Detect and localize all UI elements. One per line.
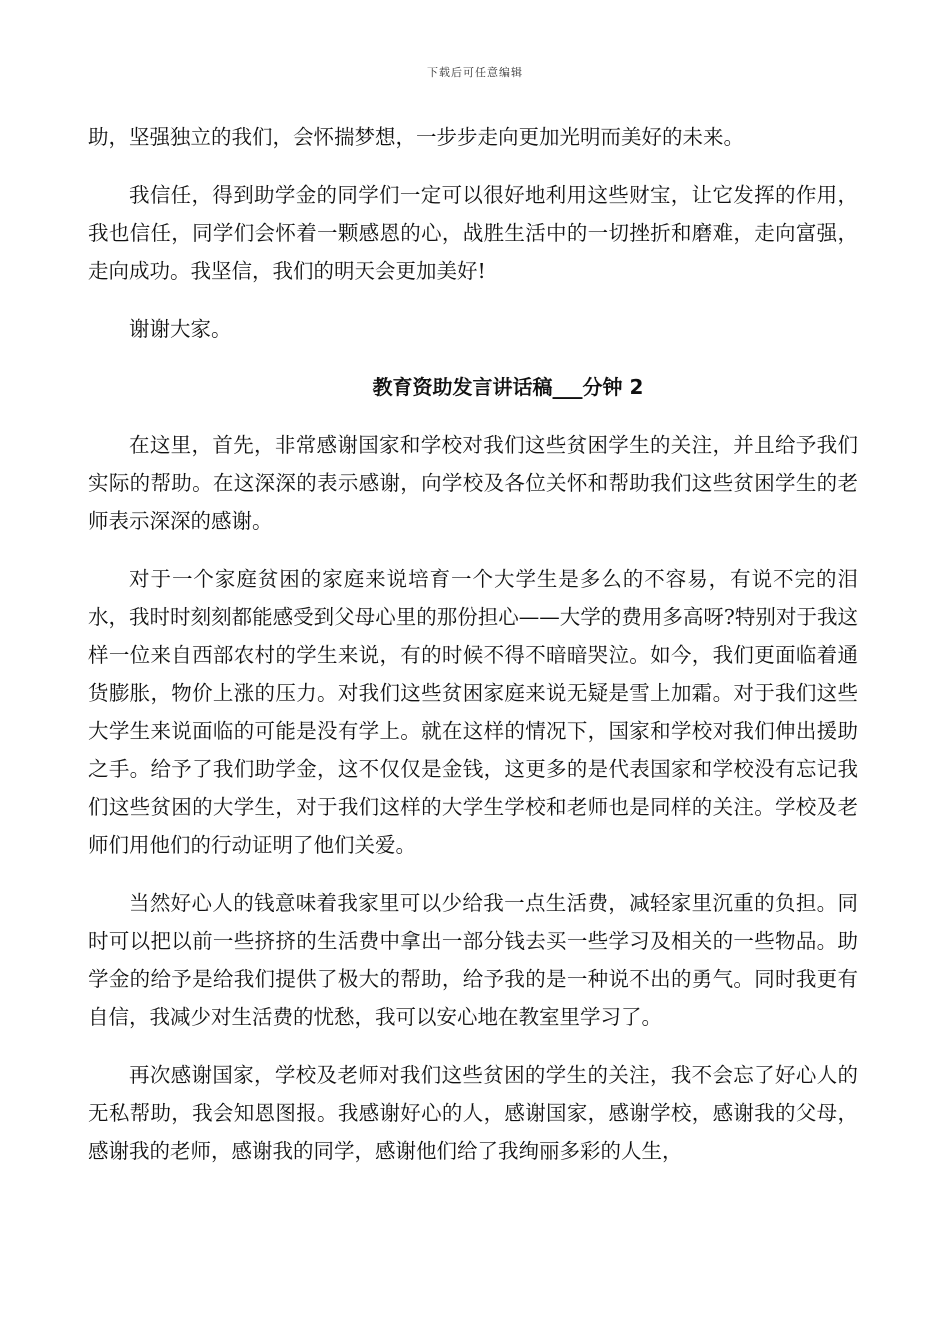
paragraph-thanks: 谢谢大家。	[129, 317, 232, 341]
paragraph-intro: 在这里，首先，非常感谢国家和学校对我们这些贫困学生的关注，并且给予我们实际的帮助。在这深深的表示感谢，向学校及各位关怀和帮助我们这些贫困学生的老师表示深深的感谢。	[88, 433, 858, 533]
paragraph-family: 对于一个家庭贫困的家庭来说培育一个大学生是多么的不容易，有说不完的泪水，我时时刻刻都能感受到父母心里的那份担心——大学的费用多高呀?特别对于我这样一位来自西部农村的学生来说，有的时候不得不暗暗哭泣。如今，我们更面临着通货膨胀，物价上涨的压力。对我们这些贫困家庭来说无疑是雪上加霜。对于我们这些大学生来说面临的可能是没有学上。就在这样的情况下，国家和学校对我们伸出援助之手。给予了我们助学金，这不仅仅是金钱，这更多的是代表国家和学校没有忘记我们这些贫困的大学生，对于我们这样的大学生学校和老师也是同样的关注。学校及老师们用他们的行动证明了他们关爱。	[88, 567, 858, 857]
document-body	[88, 118, 858, 1190]
paragraph-gratitude: 再次感谢国家，学校及老师对我们这些贫困的学生的关注，我不会忘了好心人的无私帮助，我会知恩图报。我感谢好心的人，感谢国家，感谢学校，感谢我的父母，感谢我的老师，感谢我的同学，感谢他们给了我绚丽多彩的人生，	[88, 1063, 858, 1163]
paragraph-continuation: 助，坚强独立的我们，会怀揣梦想，一步步走向更加光明而美好的未来。	[88, 125, 744, 149]
page-header: 下载后可任意编辑	[427, 66, 523, 79]
section-title: 教育资助发言讲话稿___分钟 2	[372, 375, 644, 399]
paragraph-benefit: 当然好心人的钱意味着我家里可以少给我一点生活费，减轻家里沉重的负担。同时可以把以前一些挤挤的生活费中拿出一部分钱去买一些学习及相关的一些物品。助学金的给予是给我们提供了极大的帮助，给予我的是一种说不出的勇气。同时我更有自信，我减少对生活费的忧愁，我可以安心地在教室里学习了。	[88, 891, 858, 1029]
paragraph-trust: 我信任，得到助学金的同学们一定可以很好地利用这些财宝，让它发挥的作用，我也信任，同学们会怀着一颗感恩的心，战胜生活中的一切挫折和磨难，走向富强，走向成功。我坚信，我们的明天会更加美好!	[88, 183, 858, 283]
